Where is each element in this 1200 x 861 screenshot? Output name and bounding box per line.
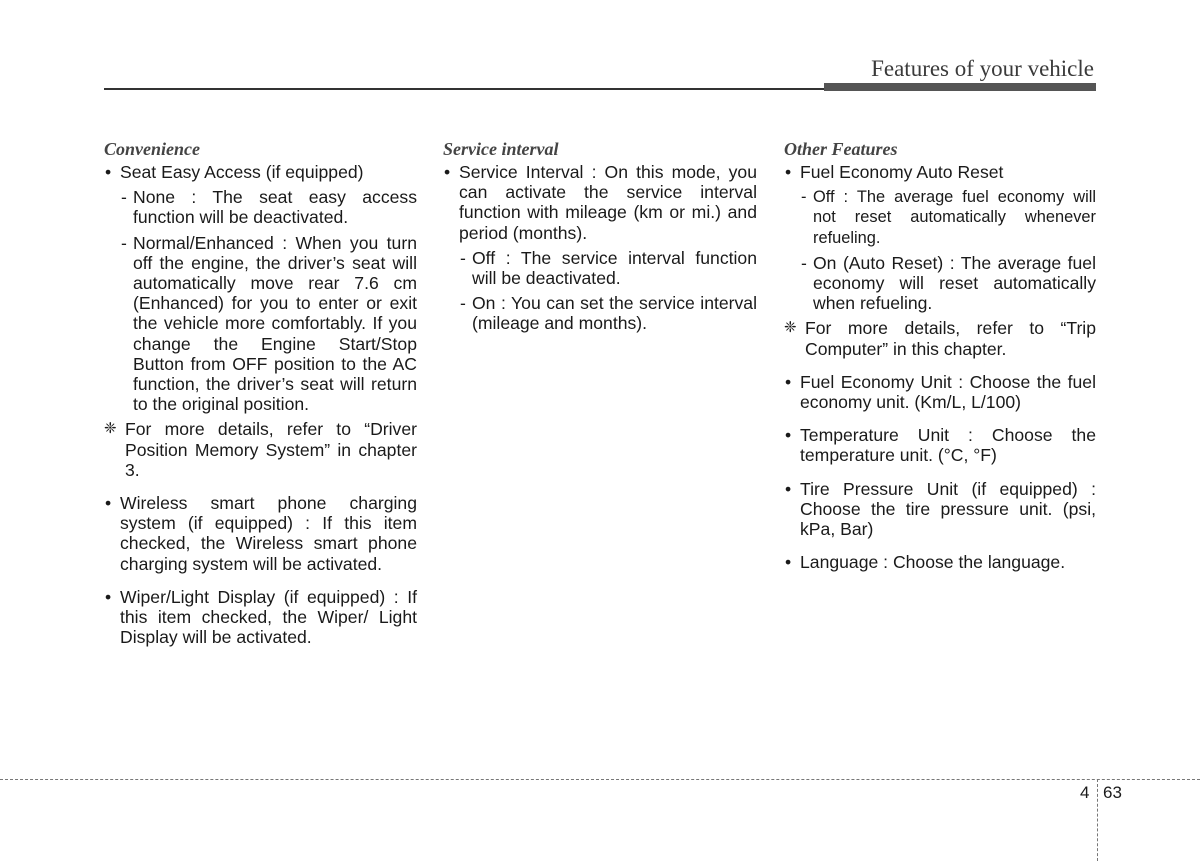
sub-item-seat-normal: - Normal/Enhanced : When you turn off the engine, the driver’s seat will automatically move rear 7.6 cm (Enhanced) for you to enter or exit the vehicle more comfortably. If you change the Engine Start/Stop Button from OFF position to the AC function, the driver’s seat will return to the original position. <box>104 233 417 415</box>
note-driver-position <box>104 419 417 480</box>
sub-item-service-off: - Off : The service interval function will be deactivated. <box>443 248 757 288</box>
section-title-service-interval: Service interval <box>443 139 559 159</box>
column-other-features <box>784 138 1096 572</box>
section-title-convenience: Convenience <box>104 139 200 159</box>
chapter-number: 4 <box>1080 783 1090 802</box>
list-item-fuel-economy-unit: • Fuel Economy Unit : Choose the fuel economy unit. (Km/L, L/100) <box>784 372 1096 412</box>
note-mark-icon: ❈ <box>104 420 117 438</box>
page-number: 63 <box>1103 783 1122 802</box>
list-item-wireless-charging: • Wireless smart phone charging system (if equipped) : If this item checked, the Wireless smart phone charging system will be activated. <box>104 493 417 574</box>
list-item-service-interval: • Service Interval : On this mode, you can activate the service interval function with mileage (km or mi.) and period (months). <box>443 162 757 243</box>
list-item-temperature-unit: • Temperature Unit : Choose the temperature unit. (°C, °F) <box>784 425 1096 465</box>
page-header-title: Features of your vehicle <box>871 56 1094 81</box>
sub-item-seat-none: - None : The seat easy access function will be deactivated. <box>104 187 417 227</box>
footer-page-divider <box>1097 779 1098 861</box>
header-rule-accent <box>824 83 1096 91</box>
note-text: For more details, refer to “Trip Computer” in this chapter. <box>805 318 1096 359</box>
header-rule <box>104 88 824 90</box>
list-item-seat-easy-access: • Seat Easy Access (if equipped) <box>104 162 417 182</box>
note-trip-computer <box>784 318 1096 358</box>
column-service-interval <box>443 138 757 334</box>
footer-divider <box>0 779 1200 780</box>
sub-item-fuel-off: - Off : The average fuel economy will not reset automatically whenever refueling. <box>784 187 1096 248</box>
note-text: For more details, refer to “Driver Position Memory System” in chapter 3. <box>125 419 417 480</box>
list-item-tire-pressure-unit: • Tire Pressure Unit (if equipped) : Choose the tire pressure unit. (psi, kPa, Bar) <box>784 479 1096 540</box>
sub-item-fuel-on: - On (Auto Reset) : The average fuel economy will reset automatically when refueling. <box>784 253 1096 314</box>
column-convenience <box>104 138 417 647</box>
section-title-other-features: Other Features <box>784 139 898 159</box>
sub-item-service-on: - On : You can set the service interval (mileage and months). <box>443 293 757 333</box>
note-mark-icon: ❈ <box>784 319 797 337</box>
list-item-wiper-light-display: • Wiper/Light Display (if equipped) : If this item checked, the Wiper/ Light Display will be activated. <box>104 587 417 648</box>
list-item-language: • Language : Choose the language. <box>784 552 1096 572</box>
list-item-fuel-economy-reset: • Fuel Economy Auto Reset <box>784 162 1096 182</box>
